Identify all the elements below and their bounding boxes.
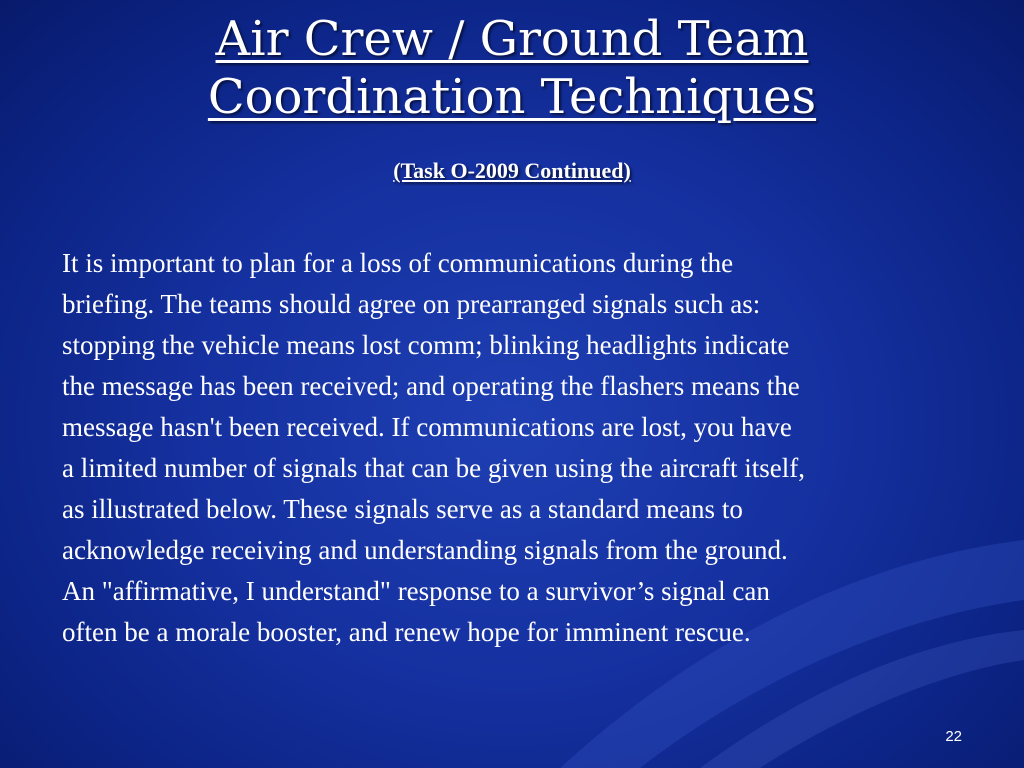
body-line: stopping the vehicle means lost comm; blinking headlights indicate: [62, 330, 790, 360]
title-line: Coordination Techniques: [207, 69, 817, 125]
slide-title: [0, 10, 1024, 126]
body-line: An "affirmative, I understand" response to a survivor’s signal can: [62, 576, 770, 606]
title-line: Air Crew / Ground Team: [215, 11, 809, 67]
body-paragraph: [62, 243, 974, 653]
slide-subtitle: (Task O-2009 Continued): [393, 158, 631, 183]
body-line: the message has been received; and operating the flashers means the: [62, 371, 800, 401]
slide-number: 22: [945, 728, 962, 745]
body-line: as illustrated below. These signals serve as a standard means to: [62, 494, 743, 524]
body-line: It is important to plan for a loss of communications during the: [62, 248, 734, 278]
body-line: message hasn't been received. If communications are lost, you have: [62, 412, 792, 442]
body-line: often be a morale booster, and renew hope for imminent rescue.: [62, 617, 751, 647]
body-line: briefing. The teams should agree on prearranged signals such as:: [62, 289, 761, 319]
body-line: acknowledge receiving and understanding signals from the ground.: [62, 535, 788, 565]
body-line: a limited number of signals that can be given using the aircraft itself,: [62, 453, 806, 483]
